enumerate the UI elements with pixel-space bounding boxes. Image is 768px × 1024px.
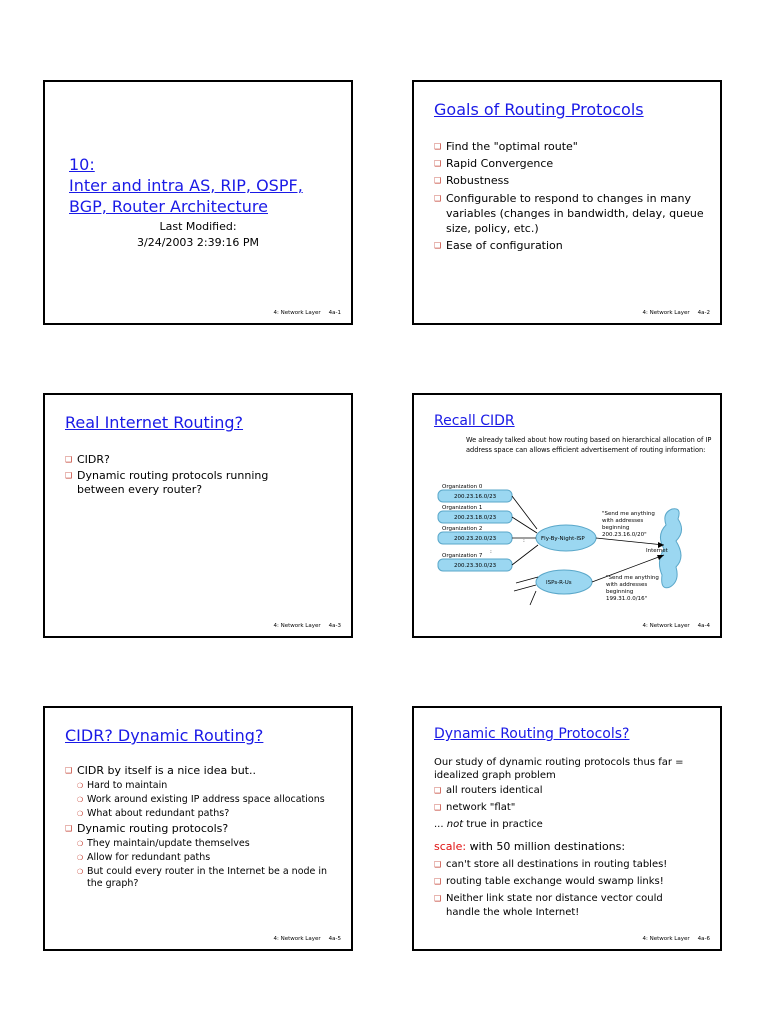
link-line [512,496,537,529]
list-item: ❑ can't store all destinations in routing tables! [434,858,699,872]
slide-4 [412,393,722,638]
footer-page: 4a-3 [328,623,341,629]
footer-label: 4: Network Layer [642,310,690,316]
ellipsis: ... [434,819,444,830]
slide-footer [265,310,341,316]
not-true-line [434,819,543,830]
list-item: ❑ all routers identical [434,784,704,798]
scale-word: scale: [434,840,467,853]
slide-footer [265,623,341,629]
advertisement-msg: 199.31.0.0/16" [606,596,648,602]
slide-3 [43,393,353,638]
slide-title: Real Internet Routing? [65,413,244,432]
bullet-list [65,764,330,890]
title-line-1: Inter and intra AS, RIP, OSPF, [69,176,303,195]
org-label: Organization 7 [442,553,483,559]
link-line [516,577,538,583]
slide-footer [265,936,341,942]
advertisement-msg: with addresses [606,582,648,588]
not-emphasis: not [446,819,464,830]
list-item-text: CIDR by itself is a nice idea but.. [77,764,256,777]
isp-label: Fly-By-Night-ISP [541,536,585,542]
org-address: 200.23.20.0/23 [454,536,497,542]
sub-list [77,780,330,820]
link-line [512,545,538,565]
footer-page: 4a-6 [697,936,710,942]
list-item: ❑ Robustness [434,174,704,188]
not-rest: true in practice [466,819,543,830]
sub-item: ❍ Hard to maintain [77,780,330,792]
footer-page: 4a-2 [697,310,710,316]
title-line-2: BGP, Router Architecture [69,197,268,216]
advertisement-msg: "Send me anything [606,575,659,581]
advertisement-msg: "Send me anything [602,511,655,517]
org-address: 200.23.18.0/23 [454,515,497,521]
goals-list [434,140,704,253]
slide-footer [634,623,710,629]
slide-2 [412,80,722,325]
footer-label: 4: Network Layer [642,623,690,629]
slide-title: CIDR? Dynamic Routing? [65,726,264,745]
chapter-number: 10: [69,155,95,174]
isp-label: ISPs-R-Us [546,580,572,586]
last-modified-label: Last Modified: [159,220,237,233]
slide-title: Recall CIDR [434,413,515,429]
list-item: ❑ network "flat" [434,801,704,815]
list-item [65,822,330,890]
footer-label: 4: Network Layer [642,936,690,942]
org-label: Organization 1 [442,505,483,511]
sub-item: ❍ Allow for redundant paths [77,852,330,864]
slide-title: Goals of Routing Protocols [434,100,644,119]
slide-6 [412,706,722,951]
scale-rest: with 50 million destinations: [469,840,626,853]
ellipsis-dots: : [523,538,525,544]
footer-page: 4a-5 [328,936,341,942]
slide-footer [634,310,710,316]
advertisement-msg: with addresses [602,518,644,524]
advertisement-msg: beginning [606,589,634,595]
bullet-list [434,784,704,815]
slide-footer [634,936,710,942]
list-item: ❑ routing table exchange would swamp links! [434,875,699,889]
link-line [596,538,664,545]
list-item: ❑ Ease of configuration [434,239,704,253]
link-line [530,591,536,605]
last-modified-date: 3/24/2003 2:39:16 PM [137,236,259,249]
advertisement-msg: beginning [602,525,630,531]
slide-1-title [69,154,303,217]
footer-label: 4: Network Layer [273,310,321,316]
cidr-diagram [414,395,720,636]
advertisement-msg: 200.23.16.0/20" [602,532,647,538]
list-item: ❑ Find the "optimal route" [434,140,704,154]
intro-text: Our study of dynamic routing protocols thus far = idealized graph problem [434,757,684,781]
footer-page: 4a-1 [328,310,341,316]
ellipsis-dots: : [490,549,492,555]
link-line [512,517,537,533]
list-item-text: Dynamic routing protocols? [77,822,229,835]
scale-line [434,840,625,853]
sub-list [77,838,330,890]
org-label: Organization 0 [442,484,483,490]
list-item: ❑ Rapid Convergence [434,157,704,171]
sub-item: ❍ What about redundant paths? [77,808,330,820]
footer-label: 4: Network Layer [273,936,321,942]
list-item: ❑ Configurable to respond to changes in many variables (changes in bandwidth, delay, queue size, policy, etc.) [434,191,704,236]
org-address: 200.23.16.0/23 [454,494,497,500]
org-address: 200.23.30.0/23 [454,563,497,569]
internet-label: Internet [646,548,668,554]
slide-title: Dynamic Routing Protocols? [434,726,630,742]
list-item: ❑ Dynamic routing protocols running between every router? [65,469,305,497]
list-item [65,764,330,820]
slide-1 [43,80,353,325]
list-item: ❑ Neither link state nor distance vector could handle the whole Internet! [434,892,699,920]
org-label: Organization 2 [442,526,483,532]
sub-item: ❍ Work around existing IP address space allocations [77,794,330,806]
list-item: ❑ CIDR? [65,453,305,467]
footer-label: 4: Network Layer [273,623,321,629]
bullet-list [434,858,699,920]
sub-item: ❍ They maintain/update themselves [77,838,330,850]
slide-5 [43,706,353,951]
link-line [514,585,536,591]
footer-page: 4a-4 [697,623,710,629]
bullet-list [65,453,305,497]
intro-text: We already talked about how routing based on hierarchical allocation of IP address space can allows efficient advertisement of routing information: [466,436,712,454]
sub-item: ❍ But could every router in the Internet be a node in the graph? [77,866,330,890]
